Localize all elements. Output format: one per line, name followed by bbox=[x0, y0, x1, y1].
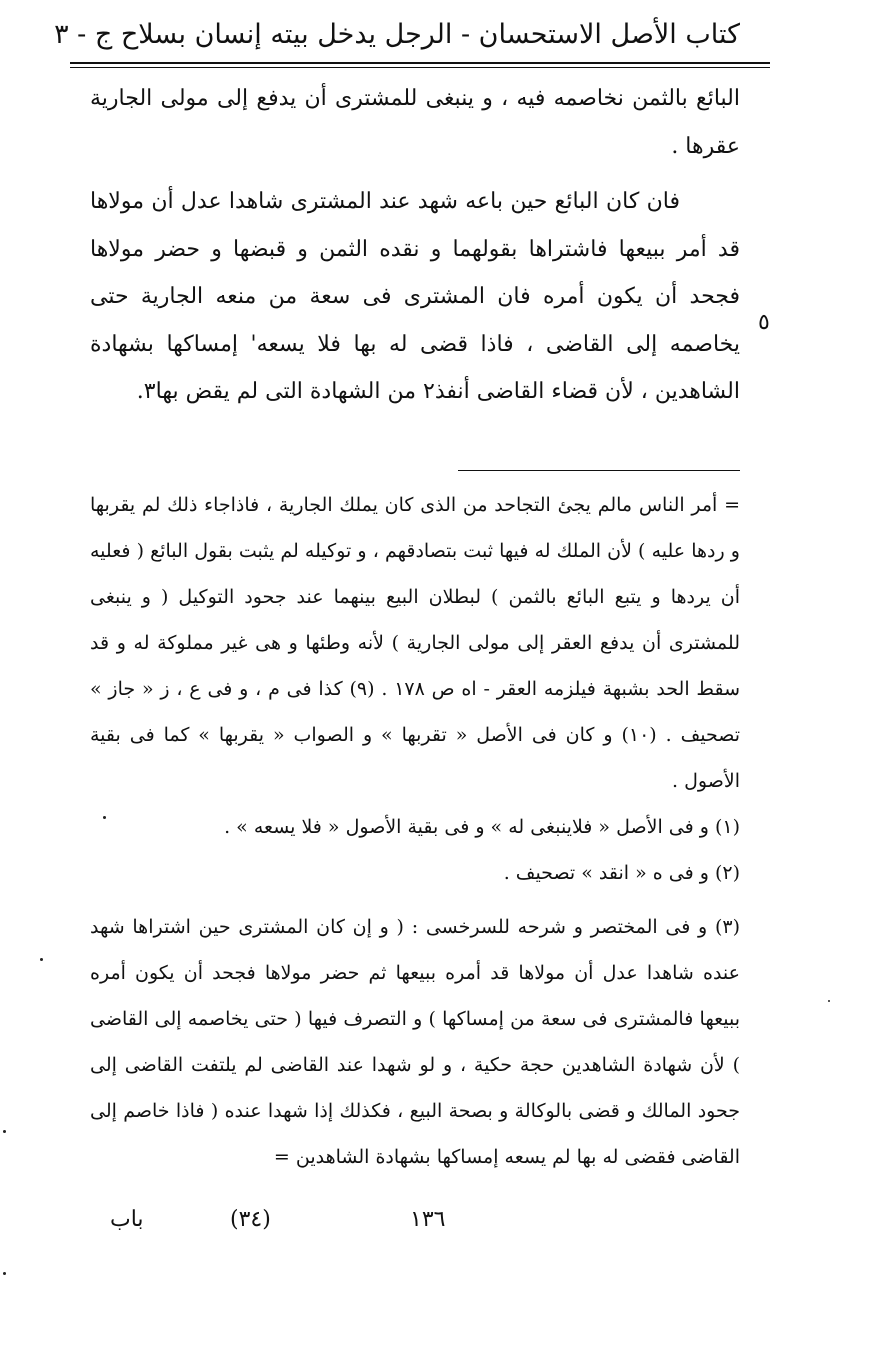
line-number: ٥ bbox=[758, 310, 770, 335]
header-rule bbox=[70, 62, 770, 64]
page-number: ١٣٦ bbox=[410, 1207, 446, 1232]
catchword: باب bbox=[110, 1207, 144, 1232]
footnote: (١) و فى الأصل « فلاينبغى له » و فى بقية الأصول « فلا يسعه » . bbox=[224, 816, 740, 838]
ink-speck bbox=[828, 1000, 830, 1002]
ink-speck bbox=[40, 958, 43, 961]
main-paragraph: فان كان البائع حين باعه شهد عند المشترى شاهدا عدل أن مولاها قد أمر ببيعها فاشتراها بقولهما و نقده الثمن و قبضها و حضر مولاها فجحد أن يكون أمره فان المشترى فى سعة من منعه الجارية حتى يخاصمه إلى القاضى ، فاذا قضى له بها فلا يسعه' إمساكها بشهادة الشاهدين ، لأن قضاء القاضى أنفذ٢ من الشهادة التى لم يقض بها٣. bbox=[90, 189, 740, 404]
ink-speck bbox=[3, 1130, 6, 1133]
footnote: (٢) و فى ه « انقد » تصحيف . bbox=[503, 862, 740, 884]
ink-speck bbox=[103, 816, 106, 819]
page-footer bbox=[110, 1202, 460, 1238]
footnotes bbox=[90, 482, 740, 1180]
header-rule-thin bbox=[70, 67, 770, 68]
footnote: = أمر الناس مالم يجئ التجاحد من الذى كان يملك الجارية ، فاذاجاء ذلك لم يقربها و ردها عليه ) لأن الملك له فيها ثبت بتصادقهم ، و توكيله لم يثبت بقول البائع ( فعليه أن يردها و يتبع البائع بالثمن ) لبطلان البيع بينهما عند جحود التوكيل ( و ينبغى للمشترى أن يدفع العقر إلى مولى الجارية ) لأنه وطئها و هى غير مملوكة له و قد سقط الحد بشبهة فيلزمه العقر - اه ص ١٧٨ . (٩) كذا فى م ، و فى ع ، ز « جاز » تصحيف . (١٠) و كان فى الأصل « تقربها » و الصواب « يقربها » كما فى بقية الأصول . bbox=[90, 494, 741, 792]
main-text bbox=[90, 75, 740, 416]
signature-mark: (٣٤) bbox=[230, 1207, 271, 1232]
footnote-rule bbox=[458, 470, 740, 471]
main-paragraph: البائع بالثمن نخاصمه فيه ، و ينبغى للمشترى أن يدفع إلى مولى الجارية عقرها . bbox=[90, 86, 740, 159]
running-header: كتاب الأصل الاستحسان - الرجل يدخل بيته إنسان بسلاح ج - ٣ bbox=[54, 19, 740, 50]
footnote: (٣) و فى المختصر و شرحه للسرخسى : ( و إن كان المشترى حين اشتراها شهد عنده شاهدا عدل أن مولاها قد أمره ببيعها ثم حضر مولاها فجحد أن يكون أمره ببيعها فالمشترى فى سعة من إمساكها ) و التصرف فيها ( حتى يخاصمه إلى القاضى ) لأن شهادة الشاهدين حجة حكية ، و لو شهدا عند القاضى لم يلتفت القاضى إلى جحود المالك و قضى بالوكالة و بصحة البيع ، فكذلك إذا شهدا عنده ( فاذا خاصم إلى القاضى فقضى له بها لم يسعه إمساكها بشهادة الشاهدين = bbox=[90, 916, 740, 1168]
ink-speck bbox=[3, 1272, 6, 1275]
